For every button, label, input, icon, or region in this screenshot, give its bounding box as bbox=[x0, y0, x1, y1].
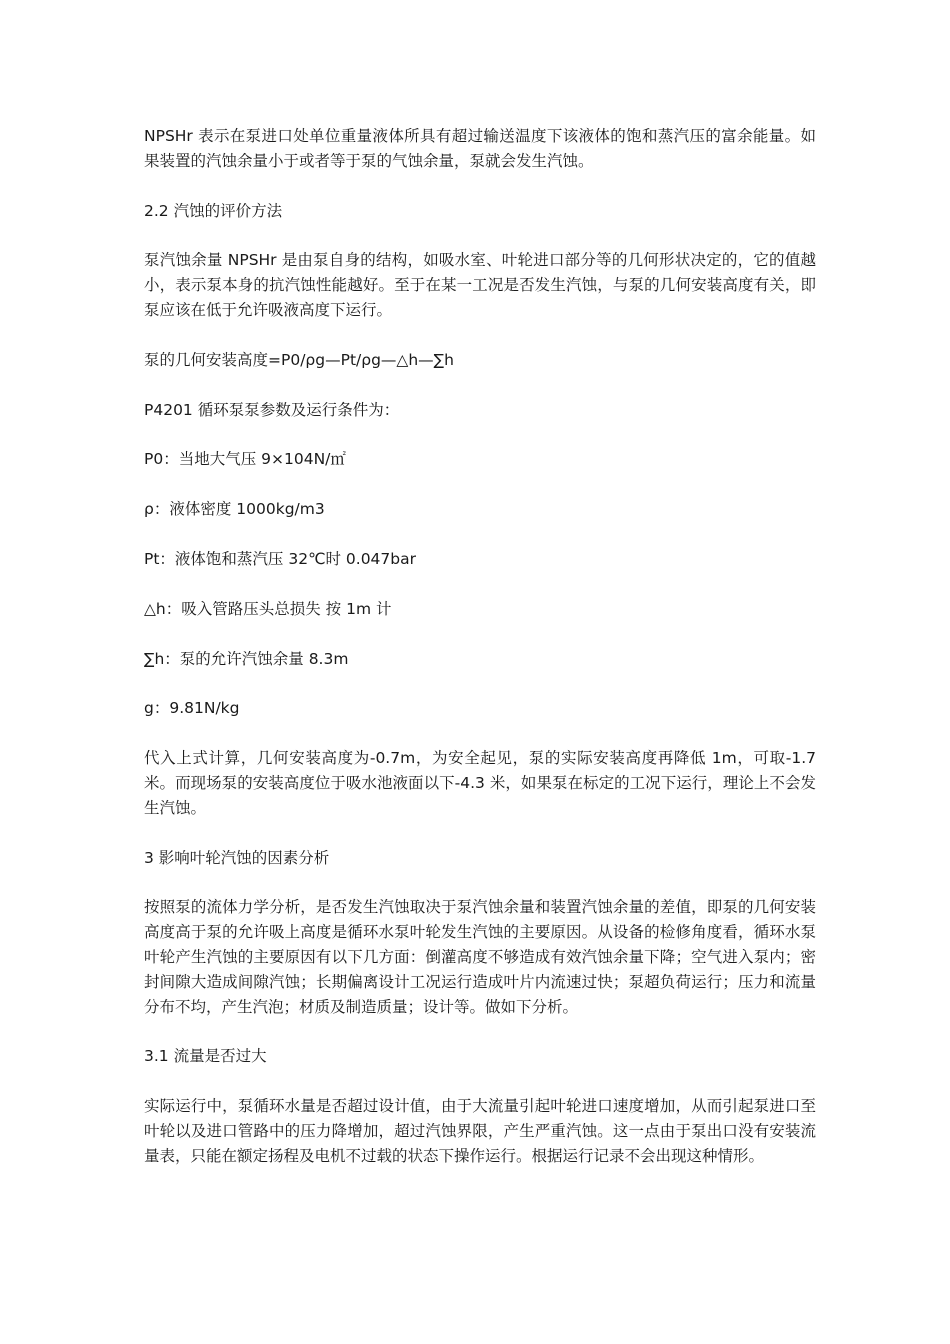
document-body bbox=[144, 124, 816, 1194]
paragraph-pump-params-intro: P4201 循环泵泵参数及运行条件为： bbox=[144, 400, 400, 419]
param-delta-h: △h：吸入管路压头总损失 按 1m 计 bbox=[144, 599, 392, 618]
section-heading-3-1: 3.1 流量是否过大 bbox=[144, 1047, 267, 1066]
section-heading-3: 3 影响叶轮汽蚀的因素分析 bbox=[144, 848, 330, 867]
paragraph-flow-analysis: 实际运行中，泵循环水量是否超过设计值，由于大流量引起叶轮进口速度增加，从而引起泵进口至叶轮以及进口管路中的压力降增加，超过汽蚀界限，产生严重汽蚀。这一点由于泵出口没有安装流量表，只能在额定扬程及电机不过载的状态下操作运行。根据运行记录不会出现这种情形。 bbox=[144, 1097, 816, 1165]
paragraph-npshr-definition: NPSHr 表示在泵进口处单位重量液体所具有超过输送温度下该液体的饱和蒸汽压的富余能量。如果装置的汽蚀余量小于或者等于泵的气蚀余量，泵就会发生汽蚀。 bbox=[144, 127, 816, 170]
param-p0: P0：当地大气压 9×104N/㎡ bbox=[144, 450, 346, 469]
section-heading-2-2: 2.2 汽蚀的评价方法 bbox=[144, 201, 283, 220]
paragraph-npshr-structure: 泵汽蚀余量 NPSHr 是由泵自身的结构，如吸水室、叶轮进口部分等的几何形状决定的，它的值越小，表示泵本身的抗汽蚀性能越好。至于在某一工况是否发生汽蚀，与泵的几何安装高度有关，即泵应该在低于允许吸液高度下运行。 bbox=[144, 251, 816, 319]
paragraph-cavitation-causes: 按照泵的流体力学分析，是否发生汽蚀取决于泵汽蚀余量和装置汽蚀余量的差值，即泵的几何安装高度高于泵的允许吸上高度是循环水泵叶轮发生汽蚀的主要原因。从设备的检修角度看，循环水泵叶轮产生汽蚀的主要原因有以下几方面：倒灌高度不够造成有效汽蚀余量下降；空气进入泵内；密封间隙大造成间隙汽蚀；长期偏离设计工况运行造成叶片内流速过快；泵超负荷运行；压力和流量分布不均，产生汽泡；材质及制造质量；设计等。做如下分析。 bbox=[144, 898, 816, 1016]
param-pt: Pt：液体饱和蒸汽压 32℃时 0.047bar bbox=[144, 549, 416, 568]
paragraph-calculation-result: 代入上式计算，几何安装高度为-0.7m，为安全起见，泵的实际安装高度再降低 1m，可取-1.7 米。而现场泵的安装高度位于吸水池液面以下-4.3 米，如果泵在标定的工况下运行，理论上不会发生汽蚀。 bbox=[144, 749, 816, 817]
param-rho: ρ：液体密度 1000kg/m3 bbox=[144, 500, 325, 519]
formula-install-height: 泵的几何安装高度=P0/ρg—Pt/ρg—△h—∑h bbox=[144, 350, 454, 369]
param-g: g：9.81N/kg bbox=[144, 699, 240, 718]
param-sum-h: ∑h：泵的允许汽蚀余量 8.3m bbox=[144, 649, 349, 668]
